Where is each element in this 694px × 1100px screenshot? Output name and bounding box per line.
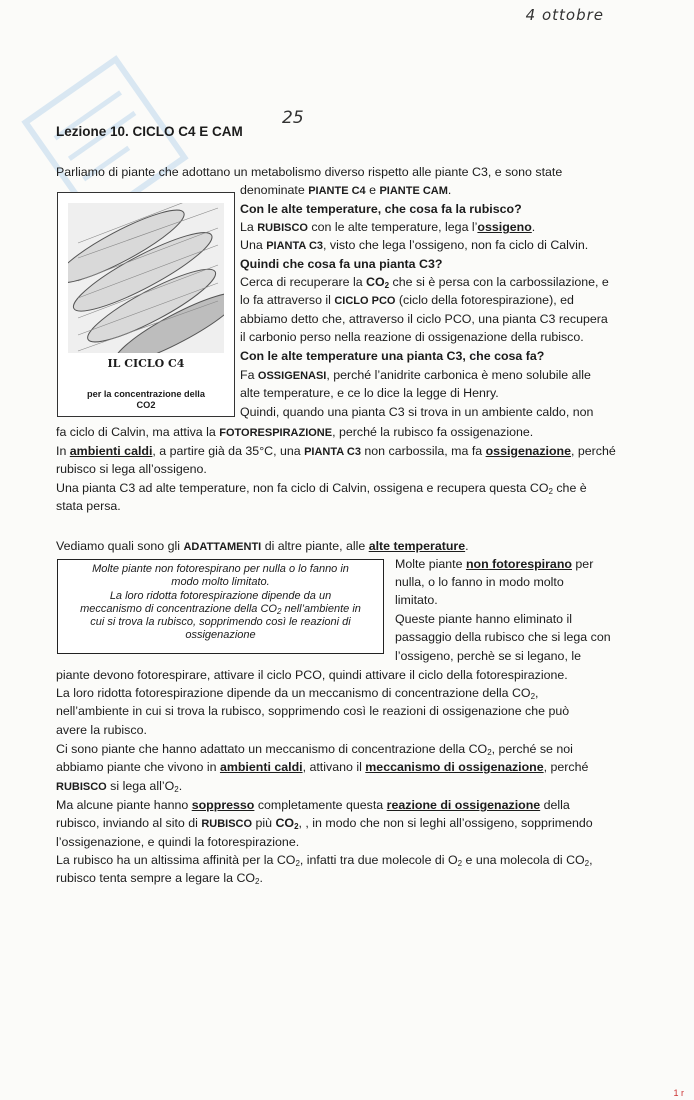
text-line: Fa OSSIGENASI, perché l’anidrite carbonica è meno solubile alle [240, 368, 591, 382]
question-line: Quindi che cosa fa una pianta C3? [240, 257, 443, 271]
text-line: nell’ambiente in cui si trova la rubisco, sopprimendo così le reazioni di ossigenazione che può [56, 704, 570, 718]
text-line: Queste piante hanno eliminato il [395, 612, 573, 626]
text-line: La rubisco ha un altissima affinità per la $CO_2$, infatti tra due molecole di $O_2$ e una molecola di $CO_2$, [56, 853, 593, 868]
text-line: nulla, o lo fanno in modo molto [395, 575, 564, 589]
text-line: RUBISCO si lega $all’O_2$. [56, 779, 183, 794]
corn-image [68, 203, 224, 353]
text-line: In ambienti caldi, a partire già da 35°C, una PIANTA C3 non carbossila, ma fa ossigenazione, perché [56, 444, 616, 458]
text-line: Ci sono piante che hanno adattato un meccanismo di concentrazione della $CO_2$, perché se noi [56, 742, 573, 757]
text-line: alte temperature, e ce lo dice la legge di Henry. [240, 386, 499, 400]
handwritten-number: 25 [282, 108, 304, 128]
text-line: il carbonio perso nella reazione di ossigenazione della rubisco. [240, 330, 584, 344]
text-line: fa ciclo di Calvin, ma attiva la FOTORESPIRAZIONE, perché la rubisco fa ossigenazione. [56, 425, 534, 439]
corner-mark: 1 r [673, 1088, 684, 1098]
question-line: Con le alte temperature una pianta C3, che cosa fa? [240, 349, 545, 363]
text-line: Ma alcune piante hanno soppresso completamente questa reazione di ossigenazione della [56, 798, 570, 812]
text-line: l’ossigenazione, e quindi la fotorespirazione. [56, 835, 300, 849]
text-line: limitato. [395, 593, 438, 607]
text-line: denominate PIANTE C4 e PIANTE CAM. [240, 183, 452, 197]
text-line: lo fa attraverso il CICLO PCO (ciclo della fotorespirazione), ed [240, 293, 574, 307]
text-line: abbiamo detto che, attraverso il ciclo PCO, una pianta C3 recupera [240, 312, 608, 326]
text-line: Quindi, quando una pianta C3 si trova in un ambiente caldo, non [240, 405, 594, 419]
text-line: Parliamo di piante che adottano un metabolismo diverso rispetto alle piante C3, e sono state [56, 165, 563, 179]
text-line: passaggio della rubisco che si lega con [395, 630, 611, 644]
text-line: rubisco tenta sempre a legare la $CO_2$. [56, 871, 263, 886]
text-line: La RUBISCO con le alte temperature, lega l’ossigeno. [240, 220, 536, 234]
text-line: Cerca di recuperare la $CO_2$ che si è persa con la carbossilazione, e [240, 275, 609, 290]
text-line: avere la rubisco. [56, 723, 147, 737]
figure-subcaption: per la concentrazione della CO2 [87, 389, 205, 410]
text-line: Molte piante non fotorespirano per [395, 557, 594, 571]
text-line: abbiamo piante che vivono in ambienti caldi, attivano il meccanismo di ossigenazione, perché [56, 760, 589, 774]
handwritten-date: 4 ottobre [525, 6, 604, 24]
question-line: Con le alte temperature, che cosa fa la rubisco? [240, 202, 522, 216]
text-line: stata persa. [56, 499, 121, 513]
figure-caption: IL CICLO C4 [107, 357, 185, 370]
text-line: rubisco, inviando al sito di RUBISCO più $CO_2$, , in modo che non si leghi all’ossigeno, sopprimendo [56, 816, 593, 831]
text-line: piante devono fotorespirare, attivare il ciclo PCO, quindi attivare il ciclo della fotorespirazione. [56, 668, 568, 682]
page-title: Lezione 10. CICLO C4 E CAM [56, 124, 243, 139]
text-line: La loro ridotta fotorespirazione dipende da un meccanismo di concentrazione della $CO_2$, [56, 686, 539, 701]
corn-figure [57, 192, 235, 417]
text-line: rubisco si lega all’ossigeno. [56, 462, 207, 476]
text-line: Una PIANTA C3, visto che lega l’ossigeno, non fa ciclo di Calvin. [240, 238, 589, 252]
text-line: Vediamo quali sono gli ADATTAMENTI di altre piante, alle alte temperature. [56, 539, 469, 553]
handwritten-note-box: Molte piante non fotorespirano per nulla o lo fanno in modo molto limitato. La loro ridotta fotorespirazione dipende da un meccanismo di concentrazione della $CO_2$ nell’ambiente in cui si trova la rubisco, sopprimendo così le reazioni di ossigenazione [57, 559, 384, 654]
text-line: l’ossigeno, perchè se si legano, le [395, 649, 581, 663]
text-line: Una pianta C3 ad alte temperature, non fa ciclo di Calvin, ossigena e recupera questa $CO_2$ che è [56, 481, 587, 496]
